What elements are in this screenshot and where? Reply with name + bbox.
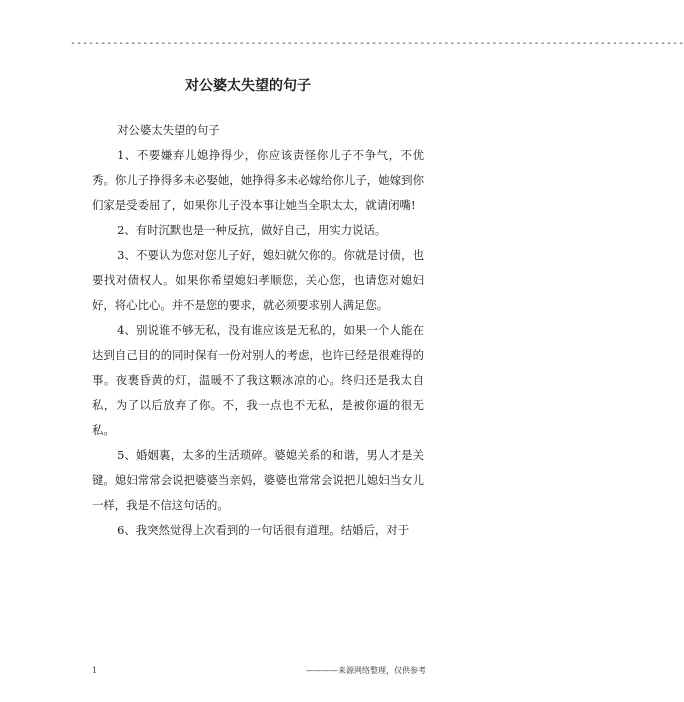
header-dashed-rule: ------------------------------------------------------------------------------------------------------ bbox=[70, 38, 684, 49]
paragraph-item-6: 6、我突然觉得上次看到的一句话很有道理。结婚后，对于 bbox=[117, 523, 410, 537]
paragraph-item-5: 5、婚姻裏，太多的生活琐碎。婆媳关系的和谐，男人才是关键。媳妇常常会说把婆婆当亲妈，婆婆也常常会说把儿媳妇当女儿一样，我是不信这句话的。 bbox=[92, 448, 424, 512]
paragraph-item-4: 4、别说谁不够无私，没有谁应该是无私的，如果一个人能在达到自己目的的同时保有一份对别人的考虑，也许已经是很难得的事。夜裹昏黄的灯，温暖不了我这颗冰凉的心。终归还是我太自私，为了以后放弃了你。不，我一点也不无私，是被你逼的很无私。 bbox=[92, 323, 424, 437]
paragraph-item-1: 1、不要嫌弃儿媳挣得少，你应该责怪你儿子不争气，不优秀。你儿子挣得多未必娶她，她挣得多未必嫁给你儿子，她嫁到你们家是受委屈了，如果你儿子没本事让她当全职太太，就请闭嘴! bbox=[92, 148, 424, 212]
footer-page-number: 1 bbox=[92, 666, 98, 675]
document-body bbox=[92, 118, 424, 543]
paragraph-subtitle: 对公婆太失望的句子 bbox=[117, 123, 220, 137]
paragraph-item-2: 2、有时沉默也是一种反抗，做好自己，用实力说话。 bbox=[117, 223, 387, 237]
footer-source-note: ————来源网络整理，仅供参考 bbox=[306, 666, 426, 675]
document-title: 对公婆太失望的句子 bbox=[185, 78, 311, 94]
paragraph-item-3: 3、不要认为您对您儿子好，媳妇就欠你的。你就是讨债，也要找对债权人。如果你希望媳妇孝顺您，关心您，也请您对媳妇好，将心比心。并不是您的要求，就必须要求别人满足您。 bbox=[92, 248, 424, 312]
